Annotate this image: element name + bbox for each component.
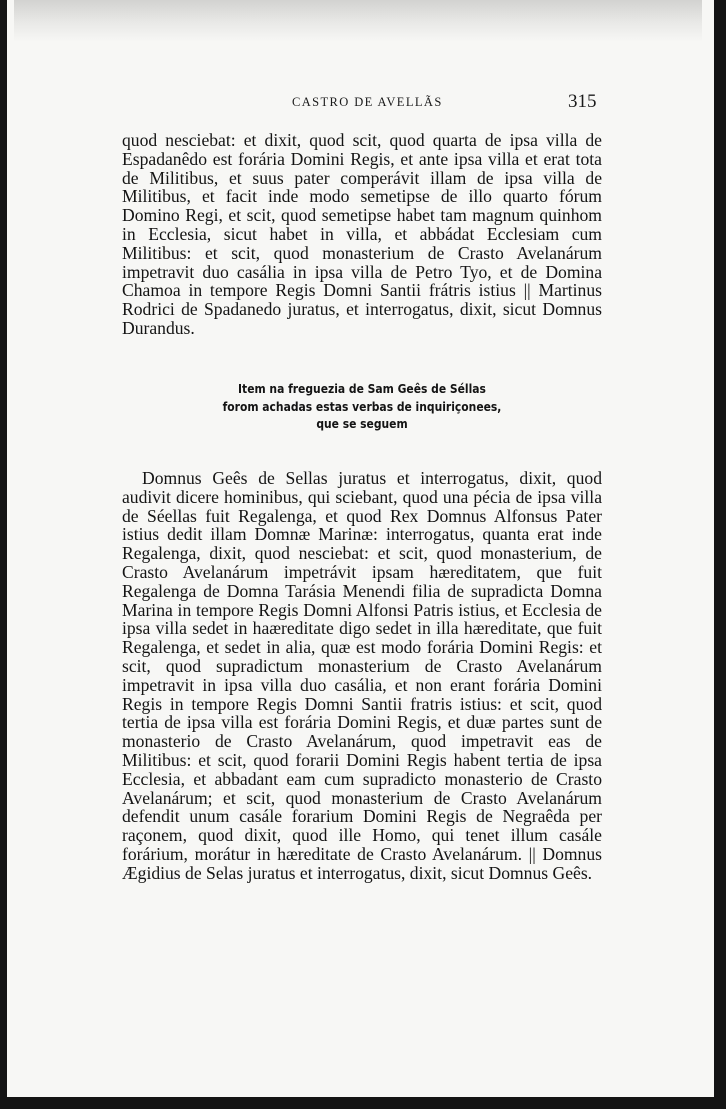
section-heading-line-2: forom achadas estas verbas de inquiriçonees, (222, 398, 502, 414)
paragraph-2: Domnus Geês de Sellas juratus et interrogatus, dixit, quod audivit dicere hominibus, qui sciebant, quod una pécia de ipsa villa de Séellas fuit Regalenga, et quod Rex Domnus Alfonsus Pater istius dedit illam Domnæ Marinæ: interrogatus, quanta erat inde Regalenga, dixit, quod nesciebat: et scit, quod monasterium, de Crasto Avelanárum impetrávit ipsam hæreditatem, que fuit Regalenga de Domna Tarásia Menendi filia de supradicta Domna Marina in tempore Regis Domni Alfonsi Patris istius, et Ecclesia de ipsa villa sedet in haæreditate digo sedet in illa hæreditate, que fuit Regalenga, et sedet in alia, quæ est modo forária Domini Regis: et scit, quod supradictum monasterium de Crasto Avelanárum impetravit in ipsa villa duo casália, et non erant forária Domini Regis in tempore Regis Domni Santii fratris istius: et scit, quod tertia de ipsa villa est forária Domini Regis, et duæ partes sunt de monasterio de Crasto Avelanárum, quod impetravit eas de Militibus: et scit, quod forarii Domini Regis habent tertia de ipsa Ecclesia, et abbadant eam cum supradicto monasterio de Crasto Avelanárum; et scit, quod monasterium de Crasto Avelanárum defendit unum casále forarium Domini Regis de Negraêda per raçonem, quod dixit, quod ille Homo, qui tenet illum casále forárium, morátur in hæreditate de Crasto Avelanárum. || Domnus Ægidius de Selas juratus et interrogatus, dixit, sicut Domnus Geês. (122, 468, 602, 883)
page-number: 315 (568, 91, 597, 112)
section-heading-line-1: Item na freguezia de Sam Geês de Séllas (238, 381, 486, 396)
paragraph-1: quod nesciebat: et dixit, quod scit, quod quarta de ipsa villa de Espadanêdo est forária Domini Regis, et ante ipsa villa et erat tota de Militibus, et suus pater comperávit illam de ipsa villa de Militibus, et facit inde modo semetipse de illo quarto fórum Domino Regi, et scit, quod semetipse habet tam magnum quinhom in Ecclesia, sicut habet in villa, et abbádat Ecclesiam cum Militibus: et scit, quod monasterium de Crasto Avelanárum impetravit duo casália in ipsa villa de Petro Tyo, et de Domina Chamoa in tempore Regis Domni Santii frátris istius || Martinus Rodrici de Spadanedo juratus, et interrogatus, dixit, sicut Domnus Durandus. (122, 130, 602, 338)
running-title: CASTRO DE AVELLÃS (292, 95, 443, 109)
scan-shadow (14, 0, 702, 42)
section-heading-line-3: que se seguem (316, 416, 408, 431)
section-heading (186, 380, 539, 433)
page-header (7, 91, 714, 117)
